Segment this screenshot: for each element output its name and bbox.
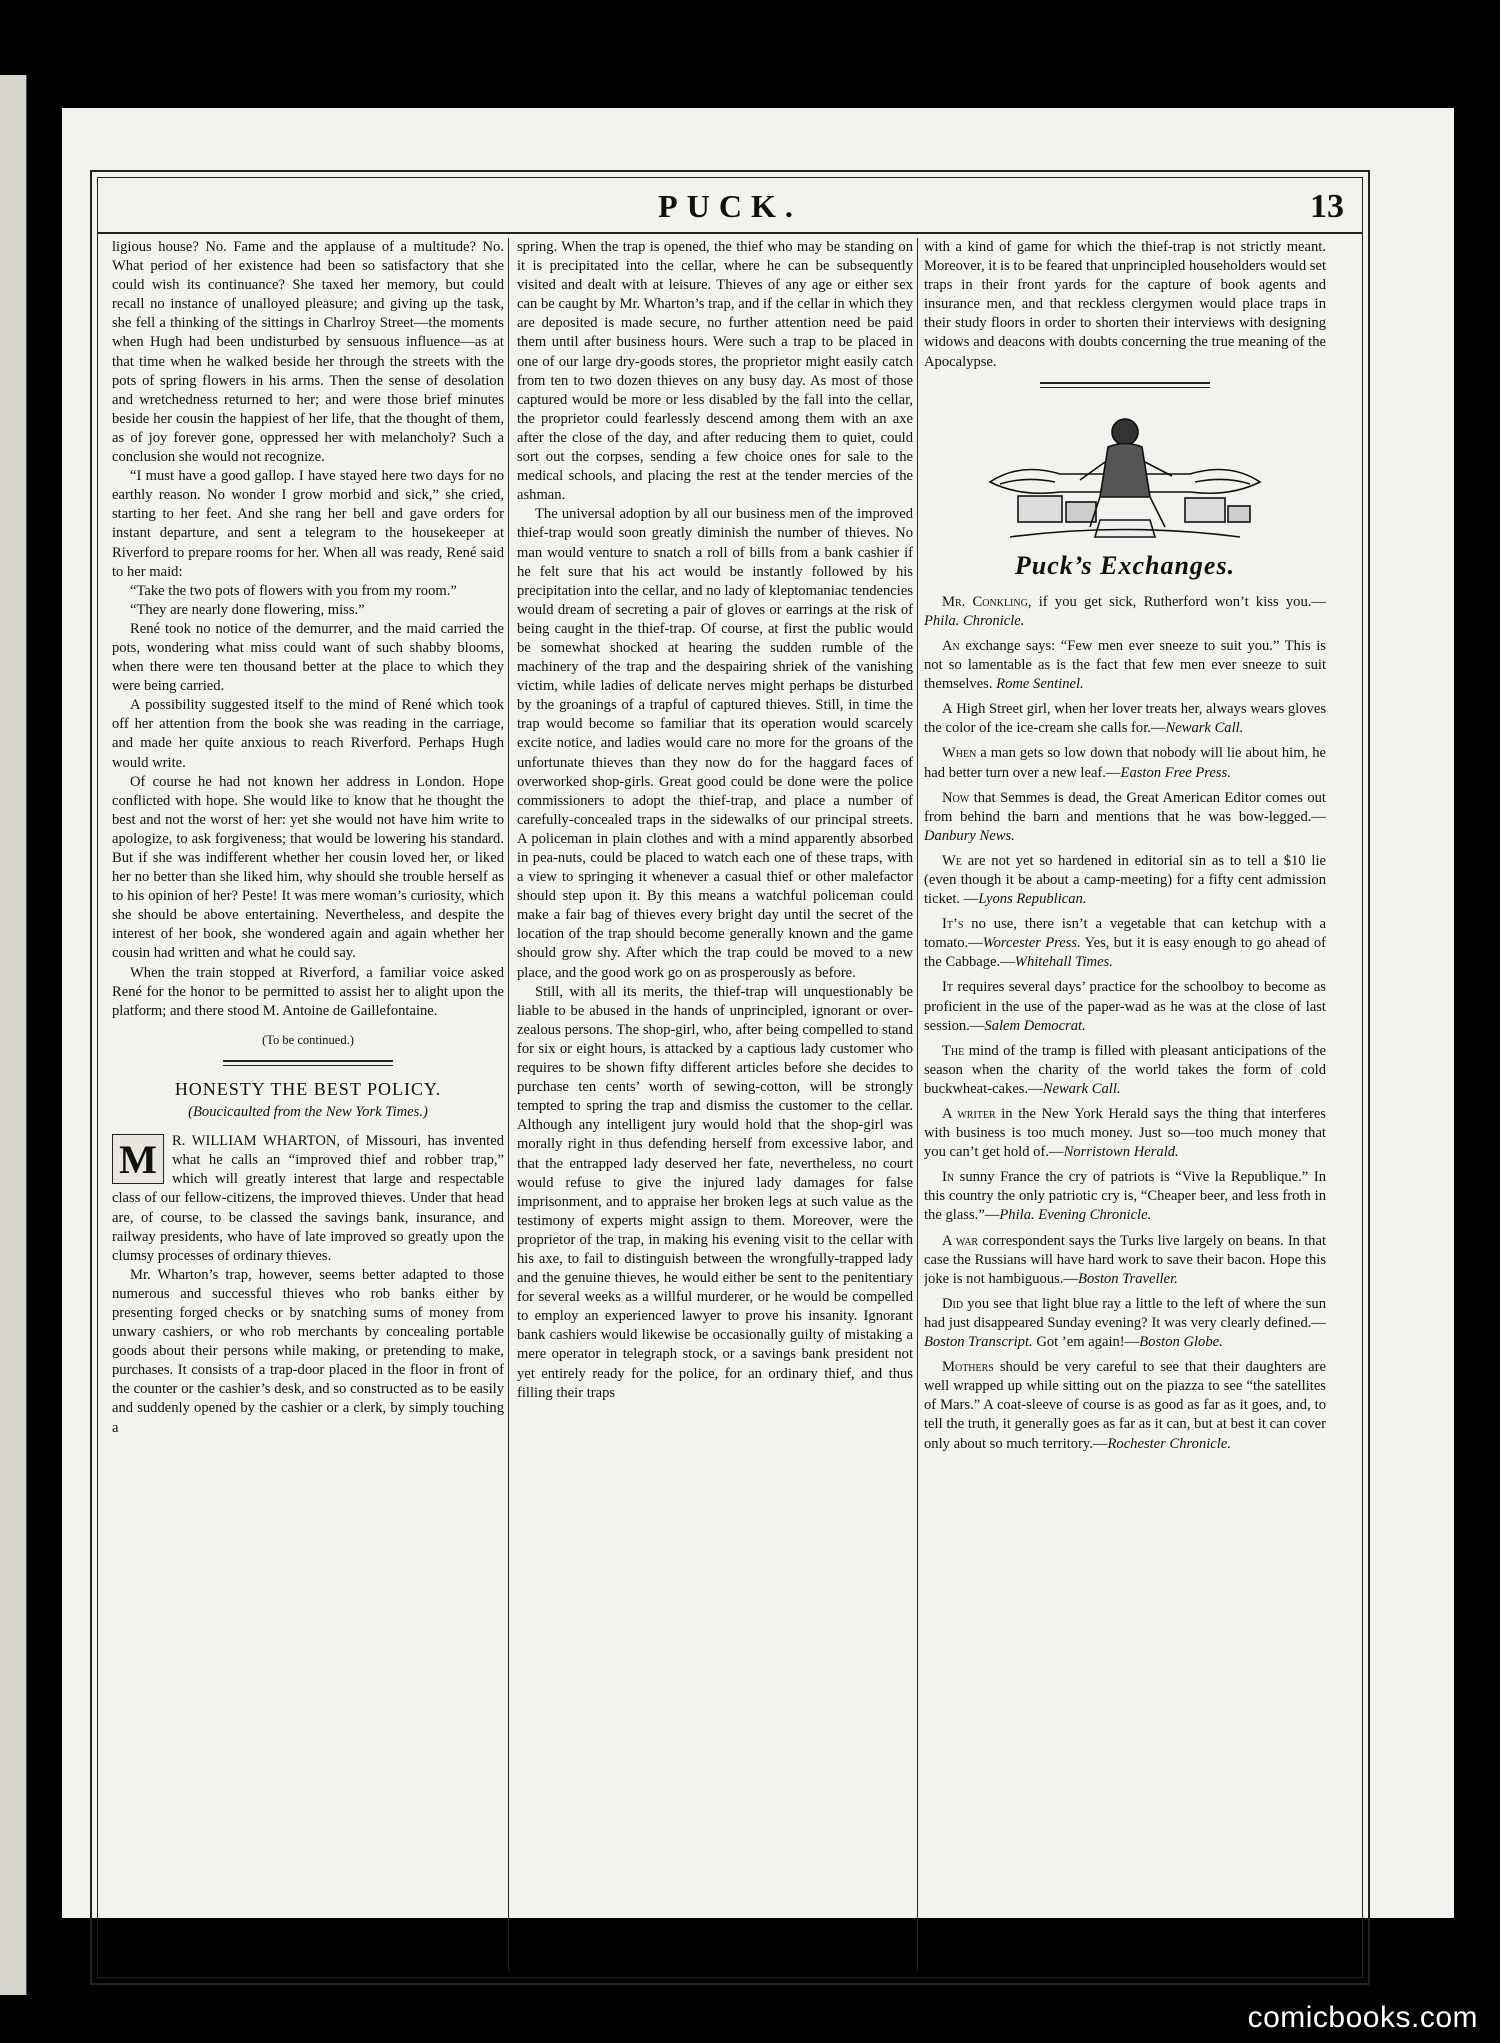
- article-title: HONESTY THE BEST POLICY.: [174, 1078, 442, 1099]
- exchange-item: An exchange says: “Few men ever sneeze to suit you.” This is not so lamentable as is the fact that few men ever sneeze to suit themselves. Rome Sentinel.: [924, 637, 1326, 693]
- exchange-item: Did you see that light blue ray a little to the left of where the sun had just disappeared Sunday evening? It was very clearly defined.—Boston Transcript. Got ’em again!—Boston Globe.: [924, 1295, 1326, 1351]
- exchange-item: A High Street girl, when her lover treats her, always wears gloves the color of the ice-cream she calls for.—Newark Call.: [924, 701, 1326, 737]
- reading-figure-illustration: [980, 402, 1270, 552]
- story-paragraph: ligious house? No. Fame and the applause of a multitude? No. What period of her existence had been so satisfactory that she could wish its continuance? She taxed her memory, but could recall no instance of unalloyed pleasure; and giving up the task, she fell a thinking of the sittings in Charlroy Street—the moments when Hugh had been undisturbed by sensuous influence—as at that time when he walked beside her through the streets with the pots of spring flowers in his arms. Then the sense of desolation and wretchedness returned to her; and were those brief minutes beside her cousin the happiest of her life, that the thought of them, as of joy forever gone, oppressed her with melancholy? Such a conclusion she would not recognize.: [112, 239, 504, 466]
- story-paragraph: Of course he had not known her address in London. Hope conflicted with hope. She would like to know that he thought the best and not the worst of her: yet she would not have him write to apologize, to ask forgiveness; that would be lowering his standard. But if she was indifferent whether her cousin loved her, or liked her no better than she liked him, why should she trouble herself as to his opinion of her? Peste! It was mere woman’s curiosity, which she should be above entertaining. Nevertheless, and despite the interest of her book, she wondered again and again whether her cousin had written and what he could say.: [112, 773, 504, 962]
- section-divider: [223, 1060, 393, 1066]
- exchange-item: Mr. Conkling, if you get sick, Rutherford won’t kiss you.—Phila. Chronicle.: [924, 593, 1326, 629]
- exchanges-heading: Puck’s Exchanges.: [1014, 550, 1236, 580]
- column-rule-2: [917, 238, 918, 1971]
- column-3: [924, 238, 1326, 1971]
- column-rule-1: [508, 238, 509, 1971]
- masthead-title: PUCK.: [658, 188, 802, 224]
- previous-page-edge: [0, 75, 27, 1995]
- to-be-continued: (To be continued.): [262, 1032, 354, 1047]
- exchange-item: When a man gets so low down that nobody will lie about him, he had better turn over a new leaf.—Easton Free Press.: [924, 745, 1326, 781]
- article-paragraph: R. WILLIAM WHARTON, of Missouri, has invented what he calls an “improved thief and robber trap,” which will greatly interest that large and respectable class of our fellow-citizens, the improved thieves. Under that head are, of course, to be classed the savings bank, insurance, and railway presidents, who have of late improved so greatly upon the clumsy processes of ordinary thieves.: [112, 1133, 504, 1264]
- exchange-item: The mind of the tramp is filled with pleasant anticipations of the season when the charity of the world takes the form of cold buckwheat-cakes.—Newark Call.: [924, 1042, 1326, 1097]
- page-number: 13: [1310, 188, 1344, 225]
- story-paragraph: “They are nearly done flowering, miss.”: [130, 601, 365, 618]
- story-paragraph: When the train stopped at Riverford, a familiar voice asked René for the honor to be permitted to assist her to alight upon the platform; and there stood M. Antoine de Gaillefontaine.: [112, 964, 504, 1019]
- exchange-item: Mothers should be very careful to see that their daughters are well wrapped up while sitting out on the piazza to see “the satellites of Mars.” A coat-sleeve of course is as good as far as it goes, and, to tell the truth, it generally goes as far as it can, but at best it can cover only about so much territory.—Rochester Chronicle.: [924, 1359, 1326, 1452]
- column-2: [517, 238, 913, 1971]
- exchange-item: A writer in the New York Herald says the thing that interferes with business is too much money. Just so—too much money that you can’t get hold of.—Norristown Herald.: [924, 1106, 1326, 1161]
- exchange-item: It requires several days’ practice for the schoolboy to become as proficient in the use of the paper-wad as he was at the close of last session.—Salem Democrat.: [924, 979, 1326, 1034]
- exchange-item: We are not yet so hardened in editorial sin as to tell a $10 lie (even though it be about a camp-meeting) for a fifty cent admission ticket. —Lyons Republican.: [924, 852, 1326, 908]
- site-watermark: comicbooks.com: [1247, 2001, 1478, 2034]
- article-paragraph: Still, with all its merits, the thief-trap will unquestionably be liable to be abused in the hands of unprincipled, ignorant or over-zealous persons. The shop-girl, who, after being compelled to stand for six or eight hours, is attacked by a captious lady customer who requires to be shown fifty different articles before she decides to purchase ten cents’ worth of sewing-cotton, will be strongly tempted to spring the trap and dismiss the customer to the cellar. Although any intelligent jury would hold that the shop-girl was morally right in thus defending herself from excessive labor, and that the entrapped lady deserved her fate, nevertheless, no court would refuse to give the injured lady damages for false imprisonment, and to appraise her broken legs at such value as the testimony of experts might assign to them. Moreover, were the proprietor of the trap, in making his evening visit to the cellar with his axe, to fail to distinguish between the wrongfully-trapped lady and the genuine thieves, he would either be sent to the penitentiary for several weeks as a willful murderer, or he would be compelled to employ an experienced lawyer to prove his insanity. Ignorant bank cashiers would likewise be occasionally guilty of mistaking a mere operator in telegraph stock, or a savings bank president not yet entirely ready for the police, for an ordinary thief, and thus filling their traps: [517, 983, 913, 1401]
- page-header: [98, 186, 1362, 234]
- exchange-item: A war correspondent says the Turks live largely on beans. In that case the Russians will have hard work to save their bacon. Hope this joke is not hambiguous.—Boston Traveller.: [924, 1232, 1326, 1287]
- section-divider: [1040, 382, 1210, 388]
- exchange-item: Now that Semmes is dead, the Great American Editor comes out from behind the barn and mentions that he was bow-legged.—Danbury News.: [924, 789, 1326, 844]
- exchange-item: It’s no use, there isn’t a vegetable that can ketchup with a tomato.—Worcester Press. Yes, but it is easy enough to go ahead of the Cabbage.—Whitehall Times.: [924, 916, 1326, 971]
- story-paragraph: René took no notice of the demurrer, and the maid carried the pots, wondering what miss could want of such shabby blooms, when there were ten thousand better at the place to which they were being carried.: [112, 620, 504, 695]
- exchange-item: In sunny France the cry of patriots is “Vive la Republique.” In this country the only patriotic cry is, “Cheaper beer, and less froth in the glass.”—Phila. Evening Chronicle.: [924, 1169, 1326, 1224]
- story-paragraph: “I must have a good gallop. I have stayed here two days for no earthly reason. No wonder I grow morbid and sick,” she cried, starting to her feet. And she rang her bell and gave orders for instant departure, and sent a telegram to the housekeeper at Riverford to prepare rooms for her. When all was ready, René said to her maid:: [112, 468, 504, 580]
- article-byline: (Boucicaulted from the New York Times.): [188, 1104, 428, 1121]
- article-paragraph: Mr. Wharton’s trap, however, seems better adapted to those numerous and successful thieves who rob banks either by presenting forged checks or by snatching sums of money from unwary cashiers, or who rob merchants by concealing portable goods about their persons while making, or pretending to make, purchases. It consists of a trap-door placed in the floor in front of the counter or the cashier’s desk, and so constructed as to be easily and suddenly opened by the cashier or a clerk, by simply touching a: [112, 1266, 504, 1436]
- column-1: [112, 238, 504, 1971]
- story-paragraph: A possibility suggested itself to the mind of René which took off her attention from the book she was reading in the carriage, and made her quite anxious to reach Riverford. Perhaps Hugh would write.: [112, 697, 504, 771]
- story-paragraph: “Take the two pots of flowers with you from my room.”: [130, 582, 457, 599]
- magazine-page: [62, 108, 1454, 1918]
- article-paragraph: The universal adoption by all our business men of the improved thief-trap would soon greatly diminish the number of thieves. No man would venture to snatch a roll of bills from a bank cashier if he felt sure that his act would be instantly followed by his precipitation into the cellar, and no lady of kleptomaniac tendencies would dream of secreting a pair of gloves or earrings at the risk of being caught in the thief-trap. Of course, at first the public would be somewhat shocked at hearing the sudden rumble of the machinery of the trap and the despairing shriek of the vanishing victim, while ladies of delicate nerves might perhaps be disturbed by the groanings of a trapful of captured thieves. Still, in time the trap would become so familiar that its operation would scarcely excite notice, and ladies would care no more for the groans of the unfortunate thieves than they now do for the haggard faces of overworked shop-girls. Great good could be done were the police commissioners to adopt the thief-trap, and place a number of carefully-concealed traps in the sidewalks of our principal streets. A policeman in plain clothes and with a mind apparently absorbed in pea-nuts, could be placed to watch each one of these traps, with a view to springing it whenever a casual thief or other malefactor should step upon it. By this means a watchful policeman could make a fair bag of thieves every bright day until the secret of the location of the trap should become generally known and the game should grow shy. After which the trap could be moved to a new place, and the good work go on as prosperously as before.: [517, 506, 913, 981]
- drop-cap: M: [112, 1134, 164, 1184]
- article-paragraph: spring. When the trap is opened, the thief who may be standing on it is precipitated into the cellar, where he can be subsequently visited and dealt with at leisure. Thieves of any age or either sex can be caught by Mr. Wharton’s trap, and if the cellar in which they are deposited is made secure, no further attention need be paid them until after business hours. Were such a trap to be placed in one of our large dry-goods stores, the proprietor might easily catch from ten to two dozen thieves on any busy day. As most of those captured would be more or less disabled by the fall into the cellar, the proprietor could fearlessly descend among them with an axe after the close of the day, and after reducing them to quiet, could sort out the corpses, sending a few choice ones for sale to the medical schools, and placing the rest at the tender mercies of the ashman.: [517, 239, 913, 504]
- article-paragraph: with a kind of game for which the thief-trap is not strictly meant. Moreover, it is to be feared that unprincipled householders would set traps in their front yards for the capture of book agents and insurance men, and that reckless clergymen would place traps in their study floors in order to shorten their interviews with designing widows and deacons with doubts concerning the true meaning of the Apocalypse.: [924, 239, 1326, 370]
- page-frame-inner: [97, 177, 1363, 1978]
- page-frame: [90, 170, 1370, 1985]
